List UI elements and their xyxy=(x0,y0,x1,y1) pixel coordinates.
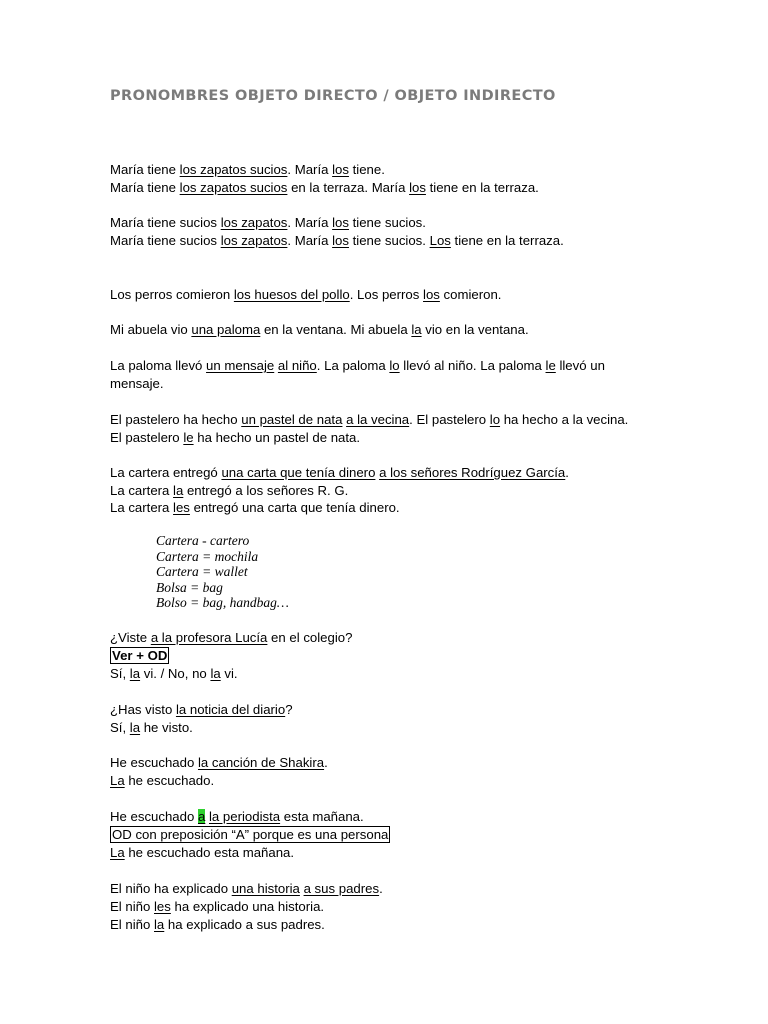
text-segment: he escuchado esta mañana. xyxy=(124,845,295,860)
pronoun-or-object-underlined: le xyxy=(545,358,556,373)
text-segment: tiene en la terraza. xyxy=(450,233,564,248)
text-segment: La cartera xyxy=(110,483,174,498)
pronoun-or-object-underlined: lo xyxy=(389,358,400,373)
text-segment: El niño ha explicado xyxy=(110,881,232,896)
boxed-note: OD con preposición “A” porque es una persona xyxy=(112,827,389,842)
pronoun-or-object-underlined: a la profesora Lucía xyxy=(150,630,268,645)
text-segment: llevó al niño. La paloma xyxy=(399,358,546,373)
text-segment: Sí, xyxy=(110,720,130,735)
text-line xyxy=(110,754,328,772)
text-line xyxy=(110,482,348,500)
text-segment: esta mañana. xyxy=(280,809,364,824)
text-segment: El niño xyxy=(110,899,154,914)
text-segment: He escuchado xyxy=(110,809,198,824)
text-segment: . María xyxy=(287,162,333,177)
pronoun-or-object-underlined: la noticia del diario xyxy=(175,702,286,717)
pronoun-or-object-underlined: un pastel de nata xyxy=(241,412,343,427)
text-line xyxy=(110,286,501,304)
pronoun-or-object-underlined: la xyxy=(173,483,184,498)
text-segment: ha hecho a la vecina. xyxy=(500,412,629,427)
text-line xyxy=(110,375,164,393)
text-segment: María tiene xyxy=(110,180,180,195)
pronoun-or-object-underlined: a sus padres xyxy=(303,881,380,896)
text-line xyxy=(110,464,569,482)
text-line xyxy=(110,719,193,737)
vocab-line: Bolso = bag, handbag… xyxy=(156,595,289,610)
pronoun-or-object-underlined: los xyxy=(332,215,349,230)
pronoun-or-object-underlined: les xyxy=(154,899,171,914)
pronoun-or-object-underlined: la xyxy=(129,666,141,681)
pronoun-or-object-underlined: los zapatos sucios xyxy=(179,162,288,177)
text-segment: . El pastelero xyxy=(409,412,490,427)
pronoun-or-object-underlined: un mensaje xyxy=(206,358,275,373)
pronoun-or-object-underlined: al niño xyxy=(277,358,317,373)
text-segment: . La paloma xyxy=(316,358,390,373)
text-segment: . Los perros xyxy=(349,287,424,302)
text-segment: . María xyxy=(287,233,333,248)
pronoun-or-object-underlined: los zapatos xyxy=(220,233,288,248)
text-line xyxy=(110,665,238,683)
text-line xyxy=(110,826,390,844)
boxed-note: Ver + OD xyxy=(112,648,168,663)
vocab-line: Bolsa = bag xyxy=(156,580,223,595)
text-line xyxy=(110,499,400,517)
text-segment: tiene en la terraza. xyxy=(425,180,539,195)
pronoun-or-object-underlined: les xyxy=(173,500,190,515)
vocab-line: Cartera - cartero xyxy=(156,533,250,548)
pronoun-or-object-underlined: a los señores Rodríguez García xyxy=(379,465,566,480)
text-segment: He escuchado xyxy=(110,755,198,770)
pronoun-or-object-underlined: los huesos del pollo xyxy=(233,287,350,302)
text-segment: María tiene xyxy=(110,162,180,177)
text-segment: tiene sucios. xyxy=(348,233,430,248)
text-segment: Mi abuela vio xyxy=(110,322,192,337)
text-line xyxy=(110,772,214,790)
pronoun-or-object-underlined: una paloma xyxy=(191,322,261,337)
text-segment: . xyxy=(565,465,569,480)
pronoun-or-object-underlined: La xyxy=(110,773,125,788)
pronoun-or-object-underlined: una historia xyxy=(231,881,300,896)
text-segment: El niño xyxy=(110,917,154,932)
pronoun-or-object-underlined: los zapatos xyxy=(220,215,288,230)
text-segment: vi. xyxy=(220,666,238,681)
text-segment: tiene sucios. xyxy=(348,215,426,230)
text-segment: La paloma llevó xyxy=(110,358,207,373)
text-segment: vi. / No, no xyxy=(140,666,211,681)
pronoun-or-object-underlined: a la vecina xyxy=(346,412,410,427)
text-segment: he escuchado. xyxy=(124,773,215,788)
text-line xyxy=(110,179,539,197)
text-line xyxy=(110,411,628,429)
text-segment: he visto. xyxy=(140,720,193,735)
text-segment: . María xyxy=(287,215,333,230)
text-line xyxy=(110,357,605,375)
pronoun-or-object-underlined: la xyxy=(210,666,221,681)
pronoun-or-object-underlined: una carta que tenía dinero xyxy=(221,465,376,480)
pronoun-or-object-underlined: los xyxy=(409,180,426,195)
text-line xyxy=(110,161,385,179)
text-segment: entregó a los señores R. G. xyxy=(183,483,349,498)
text-line xyxy=(110,321,529,339)
pronoun-or-object-underlined: la canción de Shakira xyxy=(197,755,325,770)
text-line xyxy=(110,916,325,934)
pronoun-or-object-underlined: la xyxy=(411,322,422,337)
pronoun-or-object-underlined: los xyxy=(332,162,349,177)
text-segment: ha explicado una historia. xyxy=(170,899,325,914)
text-segment: Sí, xyxy=(110,666,130,681)
text-segment: en la terraza. María xyxy=(287,180,410,195)
highlighted-preposition: a xyxy=(197,809,206,824)
text-segment: ? xyxy=(285,702,293,717)
text-segment: en la ventana. Mi abuela xyxy=(260,322,412,337)
text-segment: Los perros comieron xyxy=(110,287,234,302)
text-segment: tiene. xyxy=(348,162,385,177)
pronoun-or-object-underlined: le xyxy=(183,430,194,445)
vocab-line: Cartera = mochila xyxy=(156,549,259,564)
text-line xyxy=(110,429,360,447)
text-segment: ¿Viste xyxy=(110,630,151,645)
pronoun-or-object-underlined: la periodista xyxy=(209,809,281,824)
text-segment: ha explicado a sus padres. xyxy=(164,917,325,932)
vocab-line: Cartera = wallet xyxy=(156,564,248,579)
text-line xyxy=(110,880,383,898)
text-line xyxy=(110,701,293,719)
pronoun-or-object-underlined: los zapatos sucios xyxy=(179,180,288,195)
text-line xyxy=(110,232,564,250)
text-line xyxy=(110,898,324,916)
text-segment: llevó un xyxy=(555,358,605,373)
text-segment: ¿Has visto xyxy=(110,702,176,717)
text-segment: vio en la ventana. xyxy=(421,322,529,337)
text-segment: La cartera xyxy=(110,500,174,515)
text-segment: . xyxy=(324,755,328,770)
pronoun-or-object-underlined: La xyxy=(110,845,125,860)
text-line xyxy=(110,844,294,862)
text-segment: ha hecho un pastel de nata. xyxy=(193,430,361,445)
text-line xyxy=(110,808,364,826)
pronoun-or-object-underlined: la xyxy=(129,720,141,735)
text-segment: . xyxy=(379,881,383,896)
text-segment: El pastelero xyxy=(110,430,184,445)
pronoun-or-object-underlined: la xyxy=(154,917,165,932)
text-line xyxy=(110,214,426,232)
text-segment: María tiene sucios xyxy=(110,233,221,248)
text-segment: María tiene sucios xyxy=(110,215,221,230)
text-segment: El pastelero ha hecho xyxy=(110,412,242,427)
text-line xyxy=(110,647,169,665)
text-segment: entregó una carta que tenía dinero. xyxy=(189,500,400,515)
text-line xyxy=(110,629,352,647)
pronoun-or-object-underlined: Los xyxy=(429,233,451,248)
text-segment: en el colegio? xyxy=(267,630,353,645)
text-segment: La cartera entregó xyxy=(110,465,222,480)
text-segment: comieron. xyxy=(439,287,502,302)
pronoun-or-object-underlined: lo xyxy=(489,412,501,427)
page-title: PRONOMBRES OBJETO DIRECTO / OBJETO INDIRECTO xyxy=(110,88,556,104)
pronoun-or-object-underlined: los xyxy=(423,287,440,302)
text-segment: mensaje. xyxy=(110,376,164,391)
pronoun-or-object-underlined: los xyxy=(332,233,349,248)
